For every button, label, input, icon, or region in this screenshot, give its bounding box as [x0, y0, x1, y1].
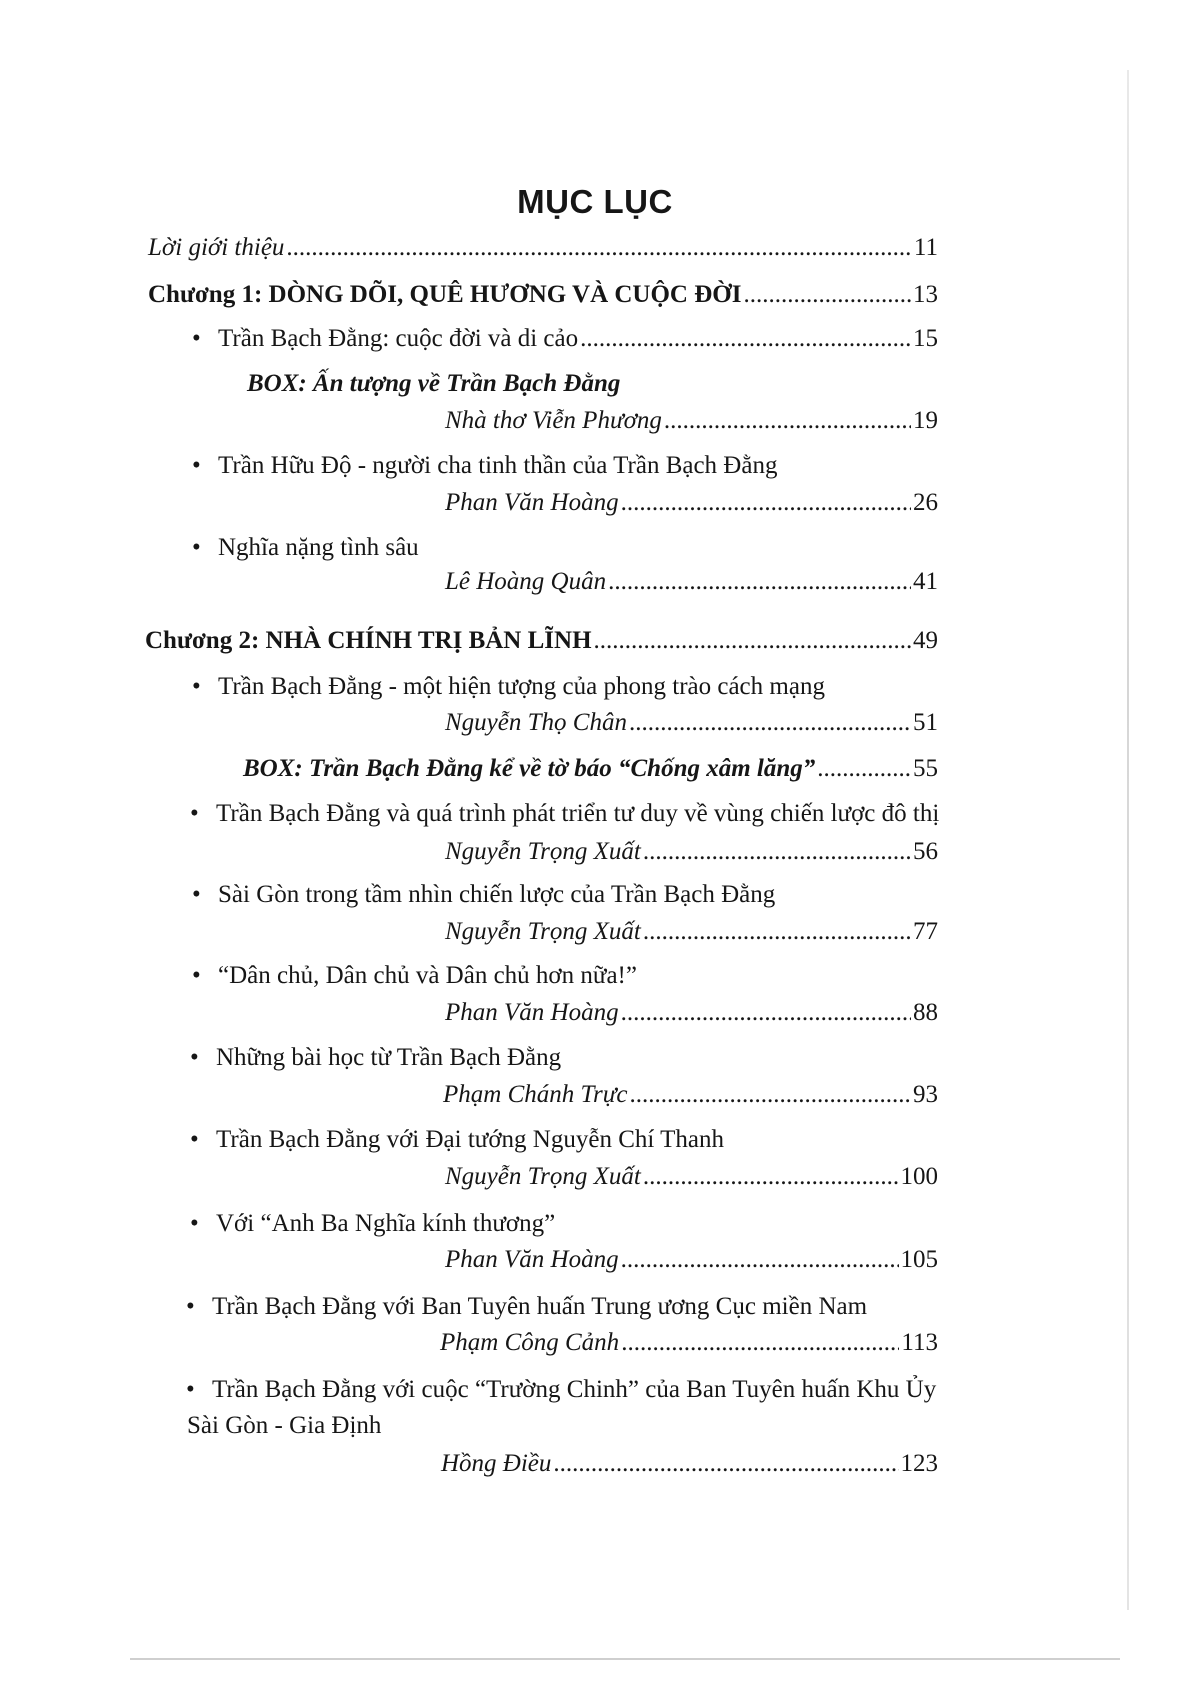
dot-leader	[621, 1329, 899, 1357]
toc-author-row[interactable]	[445, 918, 938, 958]
author-name: Hồng Điều	[441, 1450, 552, 1477]
bullet-icon: •	[186, 1376, 195, 1403]
entry-title: Với “Anh Ba Nghĩa kính thương”	[216, 1210, 556, 1237]
page-number: 51	[913, 709, 938, 736]
entry-title: Những bài học từ Trần Bạch Đằng	[216, 1044, 562, 1071]
page-bottom-edge	[130, 1658, 1120, 1660]
author-name: Phan Văn Hoàng	[445, 1246, 619, 1273]
author-name: Nguyễn Trọng Xuất	[445, 1163, 641, 1190]
author-name: Nguyễn Thọ Chân	[445, 709, 627, 736]
toc-author-row[interactable]	[445, 1163, 938, 1203]
toc-author-row[interactable]	[445, 568, 938, 608]
toc-entry[interactable]	[186, 1376, 936, 1404]
bullet-icon: •	[192, 881, 201, 908]
author-name: Phạm Chánh Trực	[443, 1081, 628, 1108]
dot-leader	[643, 838, 911, 866]
box-title: BOX: Trần Bạch Đằng kể về tờ báo “Chống xâm lăng”	[243, 755, 816, 782]
entry-title: Trần Bạch Đằng: cuộc đời và di cảo	[218, 325, 579, 352]
bullet-icon: •	[192, 452, 201, 479]
toc-entry[interactable]	[192, 881, 775, 909]
chapter-1-heading[interactable]	[148, 281, 938, 321]
toc-author-row[interactable]	[441, 1450, 938, 1490]
toc-entry[interactable]	[190, 1126, 724, 1154]
author-name: Phạm Công Cảnh	[440, 1329, 620, 1356]
dot-leader	[621, 999, 911, 1027]
dot-leader	[621, 489, 911, 517]
toc-entry[interactable]	[192, 534, 419, 562]
entry-title: Trần Hữu Độ - người cha tinh thần của Trần Bạch Đằng	[218, 452, 778, 479]
entry-title: Trần Bạch Đằng và quá trình phát triển tư duy về vùng chiến lược đô thị	[216, 800, 940, 827]
toc-author-row[interactable]	[445, 489, 938, 529]
author-name: Lê Hoàng Quân	[445, 568, 607, 595]
entry-title: Lời giới thiệu	[148, 234, 285, 261]
toc-entry[interactable]	[192, 452, 777, 480]
page-number: 26	[913, 489, 938, 516]
dot-leader	[553, 1450, 898, 1478]
chapter-title: Chương 2: NHÀ CHÍNH TRỊ BẢN LĨNH	[145, 627, 592, 654]
entry-title-continued[interactable]: Sài Gòn - Gia Định	[187, 1412, 382, 1439]
page-edge-shadow	[1127, 70, 1129, 1610]
bullet-icon: •	[190, 800, 199, 827]
entry-title: Sài Gòn trong tầm nhìn chiến lược của Trần Bạch Đằng	[218, 881, 776, 908]
page-number: 49	[913, 627, 938, 654]
toc-author-row[interactable]	[445, 407, 938, 447]
toc-author-row[interactable]	[445, 1246, 938, 1286]
page-number: 113	[901, 1329, 938, 1356]
bullet-icon: •	[190, 1044, 199, 1071]
bullet-icon: •	[190, 1210, 199, 1237]
page-number: 123	[900, 1450, 938, 1477]
author-name: Nhà thơ Viễn Phương	[445, 407, 662, 434]
dot-leader	[580, 325, 911, 353]
toc-entry[interactable]	[192, 325, 938, 365]
page-number: 55	[913, 755, 938, 782]
author-name: Phan Văn Hoàng	[445, 489, 619, 516]
bullet-icon: •	[192, 673, 201, 700]
toc-entry[interactable]	[190, 800, 939, 828]
toc-author-row[interactable]	[445, 709, 938, 749]
page-number: 11	[913, 234, 938, 261]
toc-author-row[interactable]	[440, 1329, 938, 1369]
bullet-icon: •	[192, 325, 201, 352]
toc-entry[interactable]	[190, 1044, 561, 1072]
dot-leader	[664, 407, 911, 435]
toc-author-row[interactable]	[443, 1081, 938, 1121]
page-number: 13	[913, 281, 938, 308]
author-name: Nguyễn Trọng Xuất	[445, 918, 641, 945]
box-title[interactable]: BOX: Ấn tượng về Trần Bạch Đằng	[247, 370, 621, 397]
dot-leader	[630, 1081, 912, 1109]
toc-author-row[interactable]	[445, 838, 938, 878]
page-number: 19	[913, 407, 938, 434]
entry-title: Trần Bạch Đằng - một hiện tượng của phong trào cách mạng	[218, 673, 825, 700]
chapter-2-heading[interactable]	[145, 627, 938, 667]
dot-leader	[643, 1163, 899, 1191]
entry-title: Nghĩa nặng tình sâu	[218, 534, 419, 561]
author-name: Nguyễn Trọng Xuất	[445, 838, 641, 865]
toc-entry[interactable]	[192, 962, 637, 990]
page-title: MỤC LỤC	[517, 183, 673, 220]
page-number: 56	[913, 838, 938, 865]
author-name: Phan Văn Hoàng	[445, 999, 619, 1026]
dot-leader	[286, 234, 912, 262]
toc-author-row[interactable]	[445, 999, 938, 1039]
page-number: 88	[913, 999, 938, 1026]
toc-entry[interactable]	[186, 1293, 867, 1321]
dot-leader	[608, 568, 911, 596]
page-number: 15	[913, 325, 938, 352]
entry-title: “Dân chủ, Dân chủ và Dân chủ hơn nữa!”	[218, 962, 637, 989]
dot-leader	[594, 627, 911, 655]
toc-entry-intro[interactable]	[148, 234, 938, 274]
dot-leader	[621, 1246, 899, 1274]
bullet-icon: •	[192, 962, 201, 989]
toc-entry[interactable]	[190, 1210, 555, 1238]
page-number: 100	[900, 1163, 938, 1190]
box-entry[interactable]	[243, 755, 938, 795]
entry-title: Trần Bạch Đằng với cuộc “Trường Chinh” của Ban Tuyên huấn Khu Ủy	[212, 1376, 937, 1403]
entry-title: Trần Bạch Đằng với Đại tướng Nguyễn Chí Thanh	[216, 1126, 724, 1153]
dot-leader	[629, 709, 911, 737]
chapter-title: Chương 1: DÒNG DÕI, QUÊ HƯƠNG VÀ CUỘC ĐỜI	[148, 281, 742, 308]
page-number: 105	[900, 1246, 938, 1273]
bullet-icon: •	[192, 534, 201, 561]
page-number: 77	[913, 918, 938, 945]
toc-entry[interactable]	[192, 673, 825, 701]
bullet-icon: •	[190, 1126, 199, 1153]
entry-title: Trần Bạch Đằng với Ban Tuyên huấn Trung ương Cục miền Nam	[212, 1293, 868, 1320]
page-number: 41	[913, 568, 938, 595]
dot-leader	[743, 281, 911, 309]
bullet-icon: •	[186, 1293, 195, 1320]
page-number: 93	[913, 1081, 938, 1108]
dot-leader	[643, 918, 911, 946]
dot-leader	[817, 755, 911, 783]
